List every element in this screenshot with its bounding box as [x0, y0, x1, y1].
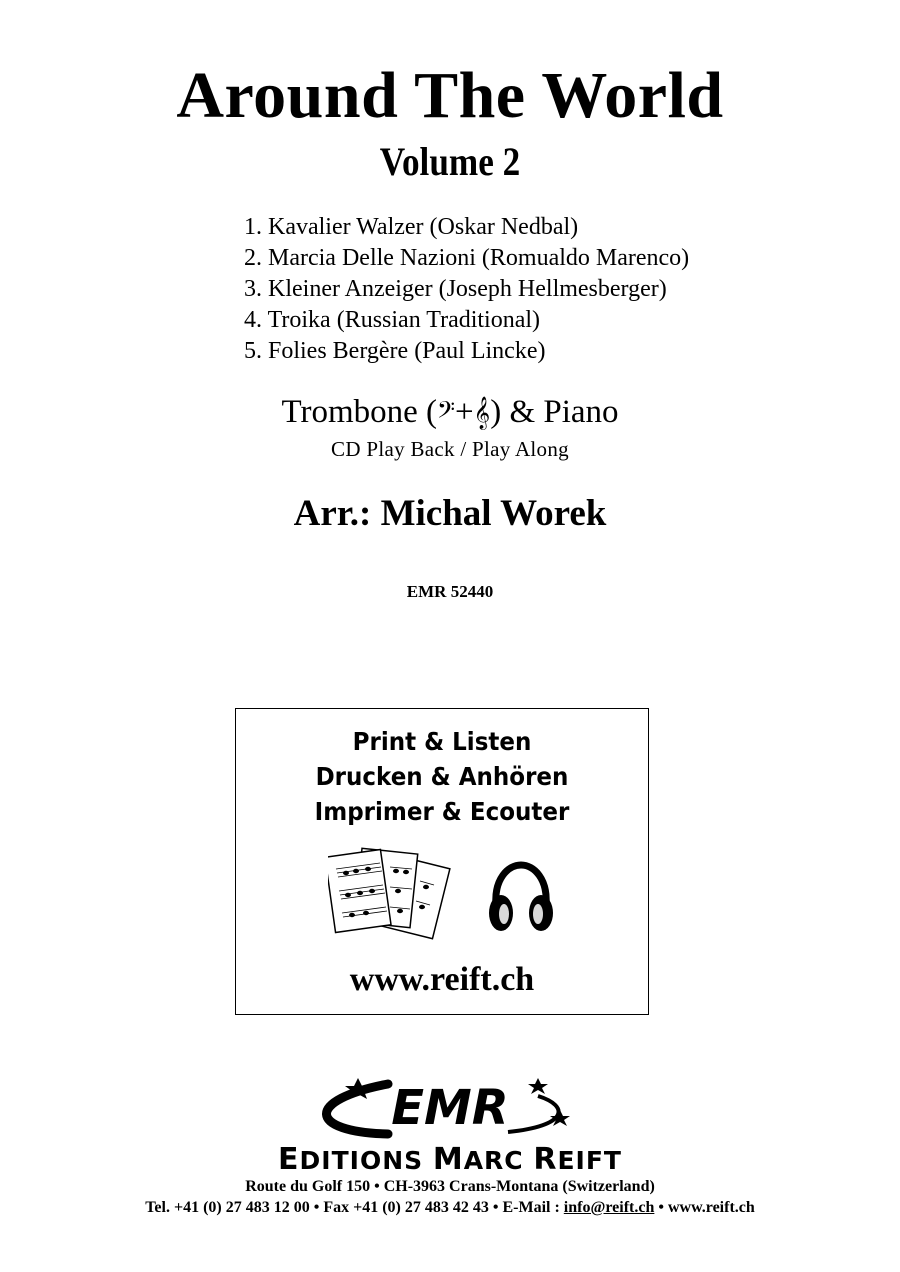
publisher-name-initial: E	[278, 1142, 300, 1177]
instrumentation-plus: +	[455, 394, 474, 430]
contact-phone-fax: Tel. +41 (0) 27 483 12 00 • Fax +41 (0) 27 483 42 43 • E-Mail :	[145, 1199, 564, 1216]
publisher-address: Route du Golf 150 • CH-3963 Crans-Montana (Switzerland)	[245, 1178, 655, 1195]
publisher-name-part: EIFT	[557, 1146, 622, 1175]
email-link[interactable]: info@reift.ch	[563, 1199, 655, 1216]
track-item: 1. Kavalier Walzer (Oskar Nedbal)	[244, 214, 579, 240]
track-item: 4. Troika (Russian Traditional)	[244, 307, 541, 333]
instrumentation	[0, 394, 900, 431]
logo-text: EMR	[391, 1080, 509, 1136]
print-listen-box	[235, 708, 649, 1015]
print-listen-de: Drucken & Anhören	[315, 762, 569, 791]
track-item: 2. Marcia Delle Nazioni (Romualdo Marenco)	[244, 245, 690, 271]
publisher-name	[0, 1142, 900, 1177]
page-title: Around The World	[176, 59, 724, 132]
instrumentation-lead: Trombone (	[281, 394, 437, 430]
headphones-icon	[486, 859, 556, 939]
arranger-credit: Arr.: Michal Worek	[293, 493, 607, 534]
track-item: 5. Folies Bergère (Paul Lincke)	[244, 338, 546, 364]
treble-clef-icon: 𝄞	[473, 396, 491, 429]
volume-subtitle: Volume 2	[379, 139, 521, 184]
print-listen-en: Print & Listen	[352, 727, 532, 756]
publisher-name-part: ARC	[463, 1146, 534, 1175]
print-listen-fr: Imprimer & Ecouter	[314, 797, 570, 826]
publisher-name-part: DITIONS	[299, 1146, 433, 1175]
track-item: 3. Kleiner Anzeiger (Joseph Hellmesberger)	[244, 276, 667, 302]
contact-website: • www.reift.ch	[654, 1199, 755, 1216]
bass-clef-icon: 𝄢	[437, 396, 456, 429]
publisher-name-initial: M	[432, 1142, 464, 1177]
publisher-contact	[0, 1199, 900, 1217]
emr-logo	[238, 1076, 662, 1140]
website-link[interactable]: www.reift.ch	[349, 961, 535, 998]
instrumentation-tail: ) & Piano	[490, 394, 619, 430]
catalog-code: EMR 52440	[406, 582, 494, 601]
sheet-music-icon	[328, 845, 458, 945]
publisher-name-initial: R	[533, 1142, 558, 1177]
cd-playback-note: CD Play Back / Play Along	[331, 437, 569, 461]
track-list	[244, 212, 689, 367]
